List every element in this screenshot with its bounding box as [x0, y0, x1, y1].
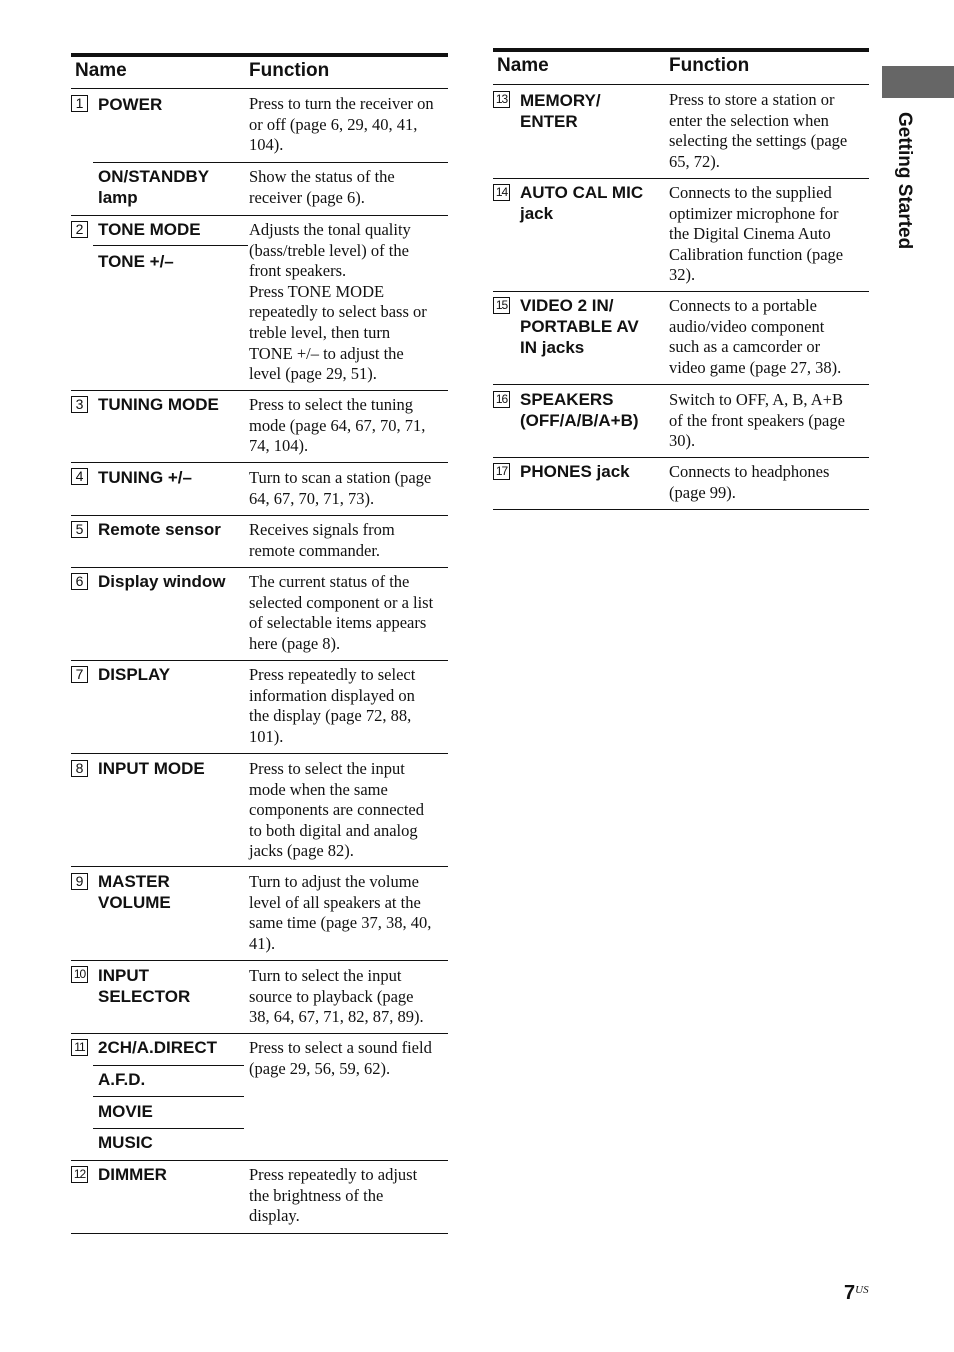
item-function: Receives signals from remote commander.	[249, 520, 395, 560]
header-name: Name	[75, 60, 127, 81]
row-divider	[493, 457, 869, 458]
item-name: POWER	[98, 95, 163, 114]
item-function: Press to turn the receiver on or off (page 6, 29, 40, 41, 104).	[249, 94, 434, 155]
item-function: Press to select the input mode when the same components are connected to both digital and analog jacks (page 82).	[249, 759, 425, 861]
row-divider	[71, 1033, 448, 1034]
item-function: Show the status of the receiver (page 6).	[249, 167, 395, 207]
page-number	[844, 1282, 869, 1305]
item-number: 2	[71, 221, 88, 238]
row-divider	[71, 515, 448, 516]
section-title: Getting Started	[894, 112, 915, 250]
item-name: A.F.D.	[98, 1070, 146, 1089]
table-top-rule	[71, 53, 448, 57]
table-bottom-rule	[71, 1233, 448, 1234]
header-rule	[493, 84, 869, 85]
item-name: Remote sensor	[98, 520, 221, 539]
item-number: 3	[71, 396, 88, 413]
item-number: 6	[71, 573, 88, 590]
item-function: Turn to scan a station (page 64, 67, 70, 71, 73).	[249, 468, 432, 508]
item-number: 17	[493, 463, 510, 480]
item-name: VIDEO 2 IN/ PORTABLE AV IN jacks	[520, 296, 639, 357]
item-number: 15	[493, 297, 510, 314]
row-divider	[71, 866, 448, 867]
item-number: 7	[71, 666, 88, 683]
item-name: TONE +/–	[98, 252, 174, 271]
row-divider	[71, 390, 448, 391]
table-top-rule	[493, 48, 869, 52]
item-number: 8	[71, 760, 88, 777]
item-name: PHONES jack	[520, 462, 630, 481]
item-name: MOVIE	[98, 1102, 153, 1121]
item-name: TUNING +/–	[98, 468, 192, 487]
item-name: MASTER VOLUME	[98, 872, 171, 912]
item-function: Switch to OFF, A, B, A+B of the front speakers (page 30).	[669, 390, 845, 451]
item-function: Press to store a station or enter the selection when selecting the settings (page 65, 72).	[669, 90, 848, 171]
item-number: 11	[71, 1039, 88, 1056]
item-name: ON/STANDBY lamp	[98, 167, 210, 207]
item-name: INPUT MODE	[98, 759, 205, 778]
item-name: MUSIC	[98, 1133, 153, 1152]
header-function: Function	[669, 55, 750, 76]
item-name: SPEAKERS (OFF/A/B/A+B)	[520, 390, 639, 430]
item-number: 16	[493, 391, 510, 408]
row-divider	[493, 178, 869, 179]
table-bottom-rule	[493, 509, 869, 510]
row-divider	[93, 162, 448, 163]
item-number: 12	[71, 1166, 88, 1183]
row-divider	[71, 1160, 448, 1161]
item-number: 13	[493, 91, 510, 108]
item-name: DIMMER	[98, 1165, 167, 1184]
header-function: Function	[249, 60, 330, 81]
item-function: The current status of the selected component or a list of selectable items appears here (page 8).	[249, 572, 434, 653]
item-function: Connects to headphones (page 99).	[669, 462, 830, 502]
item-function: Connects to a portable audio/video component such as a camcorder or video game (page 27, 38).	[669, 296, 842, 377]
row-divider	[93, 1128, 244, 1129]
row-divider	[71, 215, 448, 216]
row-divider	[493, 384, 869, 385]
item-name: INPUT SELECTOR	[98, 966, 191, 1006]
item-number: 14	[493, 184, 510, 201]
section-tab-marker	[882, 66, 954, 98]
item-name: MEMORY/ ENTER	[520, 91, 601, 131]
row-divider	[71, 567, 448, 568]
item-name: TUNING MODE	[98, 395, 219, 414]
item-function: Adjusts the tonal quality (bass/treble level) of the front speakers. Press TONE MODE repeatedly to select bass or treble level, then turn TONE +/– to adjust the level (page 29, 51).	[249, 220, 427, 384]
row-divider	[93, 1065, 244, 1066]
item-function: Press repeatedly to adjust the brightness of the display.	[249, 1165, 418, 1226]
item-function: Press to select a sound field (page 29, 56, 59, 62).	[249, 1038, 432, 1078]
row-divider	[71, 462, 448, 463]
row-divider	[71, 960, 448, 961]
header-name: Name	[497, 55, 549, 76]
item-function: Press repeatedly to select information displayed on the display (page 72, 88, 101).	[249, 665, 416, 746]
row-divider	[71, 753, 448, 754]
item-name: DISPLAY	[98, 665, 171, 684]
item-number: 4	[71, 468, 88, 485]
item-number: 9	[71, 873, 88, 890]
row-divider	[93, 1096, 244, 1097]
item-name: AUTO CAL MIC jack	[520, 183, 644, 223]
row-divider	[493, 291, 869, 292]
item-function: Connects to the supplied optimizer microphone for the Digital Cinema Auto Calibration function (page 32).	[669, 183, 844, 285]
row-divider	[93, 245, 248, 246]
item-number: 10	[71, 966, 88, 983]
page-number-value: 7	[844, 1282, 856, 1304]
item-name: TONE MODE	[98, 220, 201, 239]
page-number-suffix: US	[855, 1284, 869, 1296]
section-tab-label	[893, 112, 915, 272]
item-name: 2CH/A.DIRECT	[98, 1038, 218, 1057]
item-function: Press to select the tuning mode (page 64, 67, 70, 71, 74, 104).	[249, 395, 426, 456]
item-function: Turn to select the input source to playback (page 38, 64, 67, 71, 82, 87, 89).	[249, 966, 424, 1027]
item-number: 5	[71, 521, 88, 538]
item-number: 1	[71, 95, 88, 112]
row-divider	[71, 660, 448, 661]
item-function: Turn to adjust the volume level of all speakers at the same time (page 37, 38, 40, 41).	[249, 872, 432, 953]
item-name: Display window	[98, 572, 226, 591]
header-rule	[71, 88, 448, 89]
